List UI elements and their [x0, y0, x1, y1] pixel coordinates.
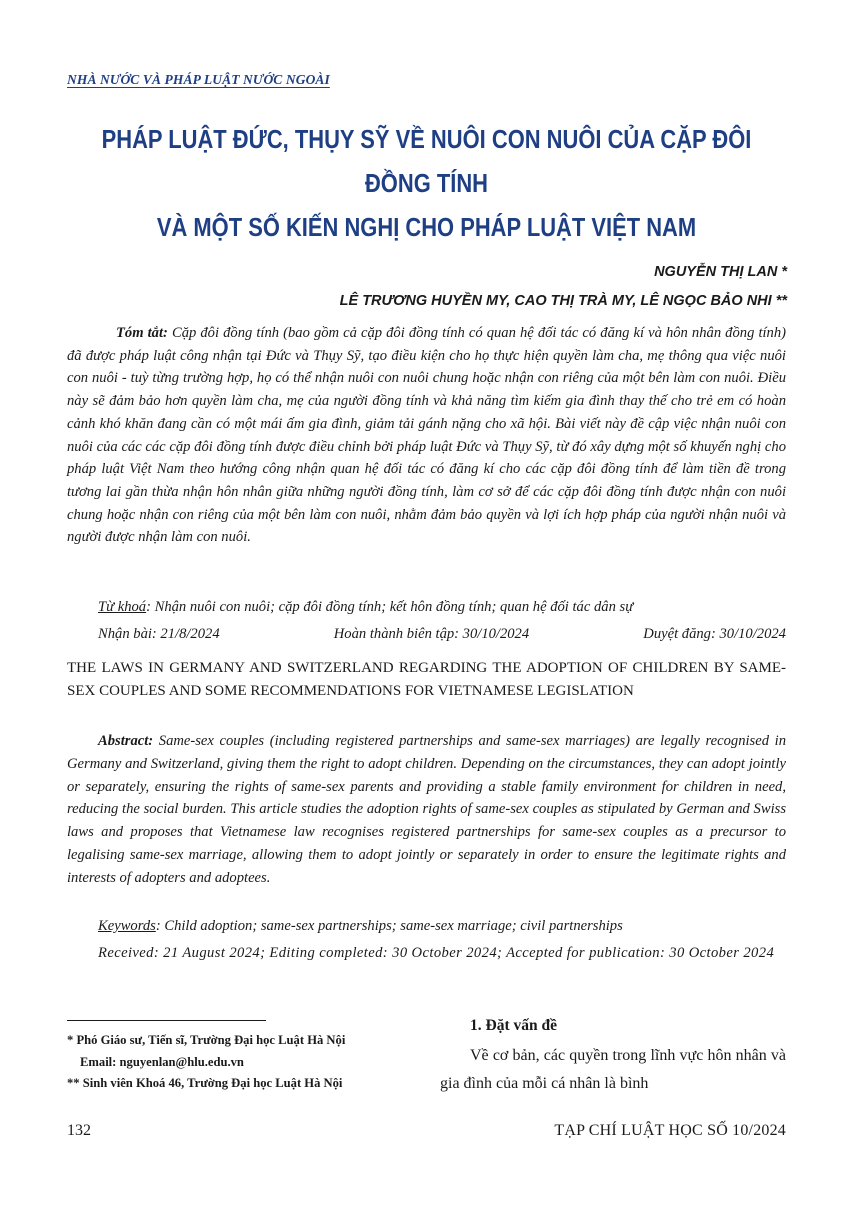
abstract-vn-label: Tóm tắt: [116, 325, 168, 341]
keywords-vietnamese [98, 599, 633, 616]
keywords-en-label: Keywords [98, 918, 156, 934]
abstract-en-label: Abstract: [98, 733, 154, 749]
keywords-vn-label: Từ khoá [98, 599, 147, 615]
keywords-english [98, 918, 623, 935]
section-header: NHÀ NƯỚC VÀ PHÁP LUẬT NƯỚC NGOÀI [67, 72, 330, 87]
footnote-1-email: Email: nguyenlan@hlu.edu.vn [80, 1054, 244, 1069]
title-line-1: PHÁP LUẬT ĐỨC, THỤY SỸ VỀ NUÔI CON NUÔI CỦA CẶP ĐÔI ĐỒNG TÍNH [101, 126, 752, 198]
article-title [94, 118, 759, 250]
date-received-vn: Nhận bài: 21/8/2024 [98, 626, 220, 642]
abstract-english [67, 730, 786, 890]
date-accepted-vn: Duyệt đăng: 30/10/2024 [643, 626, 786, 642]
section-heading: 1. Đặt vấn đề [470, 1017, 557, 1034]
dates-vietnamese [98, 626, 786, 643]
footnote-2: ** Sinh viên Khoá 46, Trường Đại học Luật Hà Nội [67, 1076, 343, 1090]
title-line-2: VÀ MỘT SỐ KIẾN NGHỊ CHO PHÁP LUẬT VIỆT NAM [156, 214, 697, 242]
body-column-right [440, 1014, 786, 1098]
dates-english: Received: 21 August 2024; Editing completed: 30 October 2024; Accepted for publication: 30 October 2024 [98, 945, 775, 961]
abstract-en-text: Same-sex couples (including registered partnerships and same-sex marriages) are legally recognised in Germany and Switzerland, giving them the right to adopt children. Depending on the circumstances, they can adopt jointly or separately, ensuring the rights of same-sex parents and providing a stable family environment for children in need, reducing the social burden. This article studies the adoption rights of same-sex couples as stipulated by German and Swiss laws and proposes that Vietnamese law recognises registered partnerships for same-sex couples as a precursor to legalising same-sex marriage, allowing them to adopt jointly or separately in order to ensure the legitimate rights and interests of adopters and adoptees. [67, 733, 786, 886]
author-line-1: NGUYỄN THỊ LAN * [654, 264, 787, 280]
english-title: THE LAWS IN GERMANY AND SWITZERLAND REGARDING THE ADOPTION OF CHILDREN BY SAME-SEX COUPLES AND SOME RECOMMENDATIONS FOR VIETNAMESE LEGISLATION [67, 660, 786, 699]
journal-name: TẠP CHÍ LUẬT HỌC SỐ 10/2024 [554, 1122, 786, 1139]
keywords-vn-text: : Nhận nuôi con nuôi; cặp đôi đồng tính; kết hôn đồng tính; quan hệ đối tác dân sự [146, 599, 634, 615]
footnote-1: * Phó Giáo sư, Tiến sĩ, Trường Đại học Luật Hà Nội [67, 1033, 346, 1047]
footnotes [67, 1030, 345, 1095]
keywords-en-text: : Child adoption; same-sex partnerships; same-sex marriage; civil partnerships [155, 918, 623, 934]
footnote-divider [67, 1020, 266, 1021]
abstract-vietnamese [67, 322, 786, 549]
abstract-vn-text: Cặp đôi đồng tính (bao gồm cả cặp đôi đồng tính có quan hệ đối tác có đăng kí và hôn nhân đồng tính) đã được pháp luật công nhận tại Đức và Thụy Sỹ, tạo điều kiện cho họ thực hiện quyền làm cha, mẹ thông qua việc nuôi con nuôi - tuỳ từng trường hợp, họ có thể nhận nuôi con nuôi chung hoặc nhận con riêng của một bên làm con nuôi. Điều này sẽ đảm bảo hơn quyền làm cha, mẹ của người đồng tính và khả năng tìm kiếm gia đình thay thế cho trẻ em có hoàn cảnh khó khăn đang cần có một mái ấm gia đình, giảm tải gánh nặng cho xã hội. Bài viết này đề cập việc nhận nuôi con nuôi của các các cặp đôi đồng tính được điều chỉnh bởi pháp luật Đức và Thụy Sỹ, từ đó xây dựng một số khuyến nghị cho pháp luật Việt Nam theo hướng công nhận quan hệ đối tác có đăng kí cho các cặp đôi đồng tính để làm tiền đề trong tương lai gần thừa nhận hôn nhân giữa những người đồng tính, làm cơ sở để các cặp đôi đồng tính được nhận con nuôi chung hoặc nhận con riêng của một bên làm con nuôi, nhằm đảm bảo quyền và lợi ích hợp pháp của người nhận nuôi và người được nhận làm con nuôi. [67, 325, 787, 546]
page-number: 132 [67, 1122, 91, 1139]
date-completed-vn: Hoàn thành biên tập: 30/10/2024 [333, 626, 530, 642]
author-line-2: LÊ TRƯƠNG HUYỀN MY, CAO THỊ TRÀ MY, LÊ NGỌC BẢO NHI ** [339, 293, 787, 309]
authors [340, 258, 787, 316]
body-paragraph: Về cơ bản, các quyền trong lĩnh vực hôn nhân và gia đình của mỗi cá nhân là bình [440, 1047, 786, 1092]
